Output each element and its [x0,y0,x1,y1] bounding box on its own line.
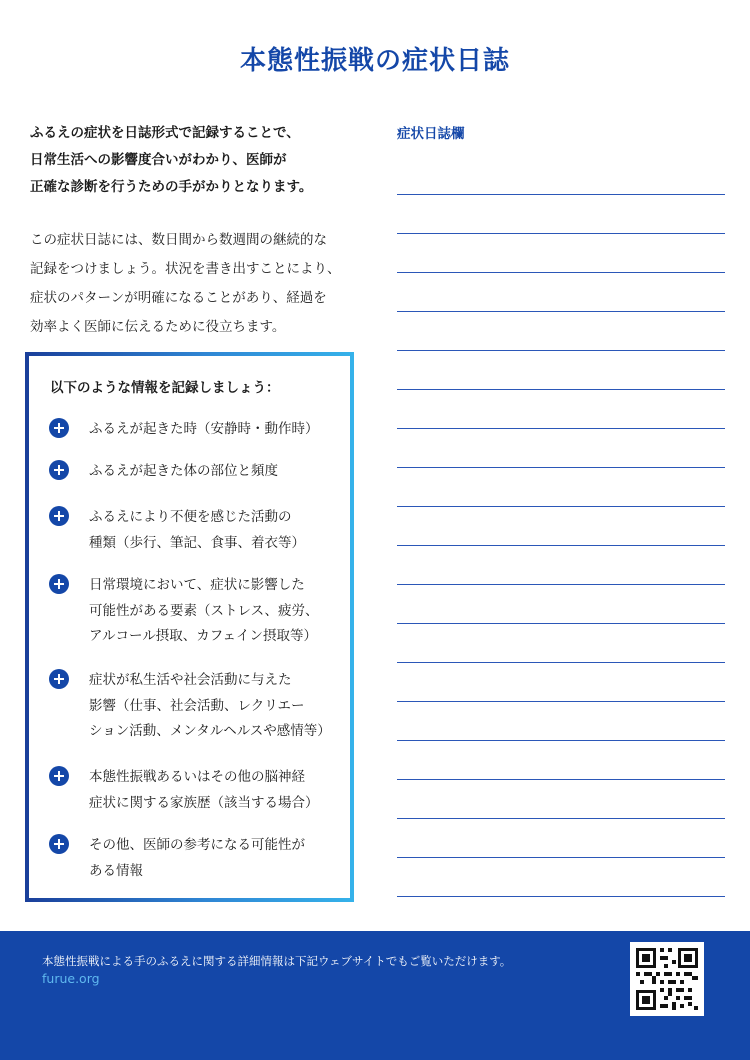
diary-writing-line[interactable] [397,272,725,273]
info-box-inner [29,356,350,898]
diary-writing-line[interactable] [397,545,725,546]
diary-writing-line[interactable] [397,311,725,312]
info-item-line: 可能性がある要素（ストレス、疲労、 [89,602,319,619]
diary-writing-line[interactable] [397,701,725,702]
footer-bar [0,931,750,1060]
diary-writing-line[interactable] [397,350,725,351]
diary-writing-line[interactable] [397,857,725,858]
info-item-line: 種類（歩行、筆記、食事、着衣等） [89,534,305,551]
page-title: 本態性振戦の症状日誌 [239,46,510,76]
info-item-line: 影響（仕事、社会活動、レクリエー [89,697,305,714]
footer-text: 本態性振戦による手のふるえに関する詳細情報は下記ウェブサイトでもご覧いただけます。 [42,954,512,968]
info-item-line: ふるえが起きた時（安静時・動作時） [89,421,319,437]
diary-writing-line[interactable] [397,818,725,819]
plus-circle-icon [49,506,69,526]
plus-circle-icon [49,574,69,594]
intro-line: 記録をつけましょう。状況を書き出すことにより、 [30,261,341,277]
info-item-line: ふるえにより不便を感じた活動の [89,509,292,525]
intro-line: 効率よく医師に伝えるために役立ちます。 [30,319,286,335]
footer-website-link[interactable]: furue.org [42,971,100,986]
diary-writing-line[interactable] [397,389,725,390]
info-item-text [89,459,344,485]
plus-circle-icon [49,766,69,786]
info-item-text [89,765,344,816]
info-item-line: ふるえが起きた体の部位と頻度 [89,463,278,479]
info-item-line: その他、医師の参考になる可能性が [89,837,305,853]
qr-code-icon [630,942,704,1016]
diary-writing-line[interactable] [397,896,725,897]
info-item-text [89,505,344,556]
diary-writing-line[interactable] [397,740,725,741]
diary-writing-line[interactable] [397,779,725,780]
qr-code-image[interactable] [630,942,704,1016]
info-item-line: 日常環境において、症状に影響した [89,577,305,593]
info-item-line: 症状が私生活や社会活動に与えた [89,672,292,688]
info-item-line: 本態性振戦あるいはその他の脳神経 [89,769,305,785]
info-item-text [89,573,344,650]
info-item-text [89,417,344,443]
plus-circle-icon [49,834,69,854]
intro-line: 症状のパターンが明確になることがあり、経過を [30,290,327,306]
plus-circle-icon [49,669,69,689]
intro-line: この症状日誌には、数日間から数週間の継続的な [30,232,327,248]
info-item-line: 症状に関する家族歴（該当する場合） [89,794,319,811]
diary-writing-line[interactable] [397,467,725,468]
intro-bold-paragraph [30,120,370,201]
plus-circle-icon [49,418,69,438]
intro-bold-line: ふるえの症状を日誌形式で記録することで、 [30,125,300,141]
info-box [25,352,354,902]
info-item-text [89,668,344,745]
info-item-line: ある情報 [89,862,143,879]
diary-writing-line[interactable] [397,506,725,507]
info-item-line: ション活動、メンタルヘルスや感情等） [89,723,331,739]
diary-writing-line[interactable] [397,194,725,195]
intro-paragraph [30,226,370,342]
diary-section-label: 症状日誌欄 [397,126,465,142]
intro-bold-line: 正確な診断を行うための手がかりとなります。 [30,179,313,195]
info-item-text [89,833,344,884]
intro-bold-line: 日常生活への影響度合いがわかり、医師が [30,152,287,168]
info-item-line: アルコール摂取、カフェイン摂取等） [89,628,318,644]
diary-writing-line[interactable] [397,584,725,585]
plus-circle-icon [49,460,69,480]
diary-writing-line[interactable] [397,662,725,663]
diary-writing-line[interactable] [397,623,725,624]
diary-writing-line[interactable] [397,233,725,234]
diary-writing-line[interactable] [397,428,725,429]
info-box-heading: 以下のような情報を記録しましょう： [50,380,280,396]
